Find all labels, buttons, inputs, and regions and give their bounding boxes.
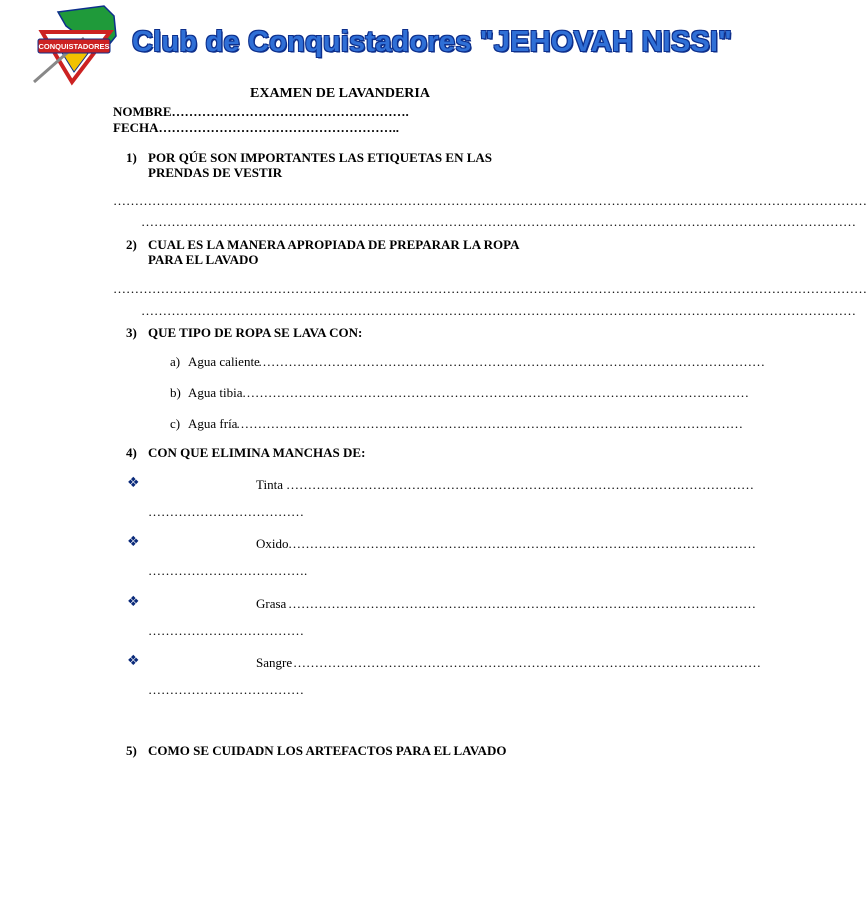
option-b-label: Agua tibia (188, 385, 243, 400)
stain-tinta-answer-line[interactable]: ……………………………………………………………………………………………… (286, 477, 754, 492)
stain-sangre-label: Sangre (256, 655, 293, 670)
answer-line-1a[interactable]: ………………………………………………………………………………………………………………………………………………………… (113, 193, 867, 208)
stain-sangre-answer-line[interactable]: ……………………………………………………………………………………………… (293, 655, 761, 670)
stain-oxido-label: Oxido (256, 536, 289, 551)
answer-line-2b[interactable]: ………………………………………………………………………………………………………………………………………………… (141, 303, 856, 318)
stain-grasa-answer-line[interactable]: ……………………………………………………………………………………………… (288, 596, 756, 611)
question-4-text: CON QUE ELIMINA MANCHAS DE: (148, 445, 366, 460)
nombre-field[interactable]: NOMBRE………………………………………………. (113, 104, 409, 119)
question-3-text: QUE TIPO DE ROPA SE LAVA CON: (148, 325, 363, 340)
stain-grasa-answer-line-cont[interactable]: ……………………………… (148, 623, 304, 638)
question-2-number: 2) (126, 237, 137, 252)
option-a-label: Agua caliente (188, 354, 260, 369)
question-2-text: CUAL ES LA MANERA APROPIADA DE PREPARAR LA ROPA (148, 237, 520, 252)
club-logo (18, 2, 126, 86)
stain-tinta-label: Tinta (256, 477, 283, 492)
diamond-bullet-icon: ❖ (127, 594, 140, 610)
stain-oxido-answer-line[interactable]: ……………………………………………………………………………………………… (288, 536, 756, 551)
option-a-letter: a) (170, 354, 181, 369)
option-b-answer-line[interactable]: ……………………………………………………………………………………………………… (242, 385, 749, 400)
question-1-text-cont: PRENDAS DE VESTIR (148, 165, 283, 180)
option-c-answer-line[interactable]: ……………………………………………………………………………………………………… (236, 416, 743, 431)
question-1-text: POR QÚE SON IMPORTANTES LAS ETIQUETAS EN LAS (148, 150, 492, 165)
answer-line-2a[interactable]: ………………………………………………………………………………………………………………………………………………………… (113, 281, 867, 296)
club-title: Club de Conquistadores "JEHOVAH NISSI" (132, 26, 733, 58)
question-4-number: 4) (126, 445, 137, 460)
question-5-number: 5) (126, 743, 137, 758)
stain-grasa-label: Grasa (256, 596, 287, 611)
answer-line-1b[interactable]: ………………………………………………………………………………………………………………………………………………… (141, 214, 856, 229)
option-a-answer-line[interactable]: ……………………………………………………………………………………………………… (258, 354, 765, 369)
fecha-field[interactable]: FECHA……………………………………………….. (113, 120, 399, 135)
option-c-letter: c) (170, 416, 181, 431)
question-3-number: 3) (126, 325, 137, 340)
question-5-text: COMO SE CUIDADN LOS ARTEFACTOS PARA EL LAVADO (148, 743, 507, 758)
diamond-bullet-icon: ❖ (127, 534, 140, 550)
page-header (0, 0, 733, 80)
stain-sangre-answer-line-cont[interactable]: ……………………………… (148, 682, 304, 697)
stain-tinta-answer-line-cont[interactable]: ……………………………… (148, 504, 304, 519)
option-b-letter: b) (170, 385, 181, 400)
exam-title: EXAMEN DE LAVANDERIA (250, 86, 430, 101)
logo-banner-text: CONQUISTADORES (38, 42, 110, 51)
option-c-label: Agua fría (188, 416, 238, 431)
question-2-text-cont: PARA EL LAVADO (148, 252, 259, 267)
stain-oxido-answer-line-cont[interactable]: ………………………………. (148, 563, 308, 578)
diamond-bullet-icon: ❖ (127, 653, 140, 669)
diamond-bullet-icon: ❖ (127, 475, 140, 491)
question-1-number: 1) (126, 150, 137, 165)
